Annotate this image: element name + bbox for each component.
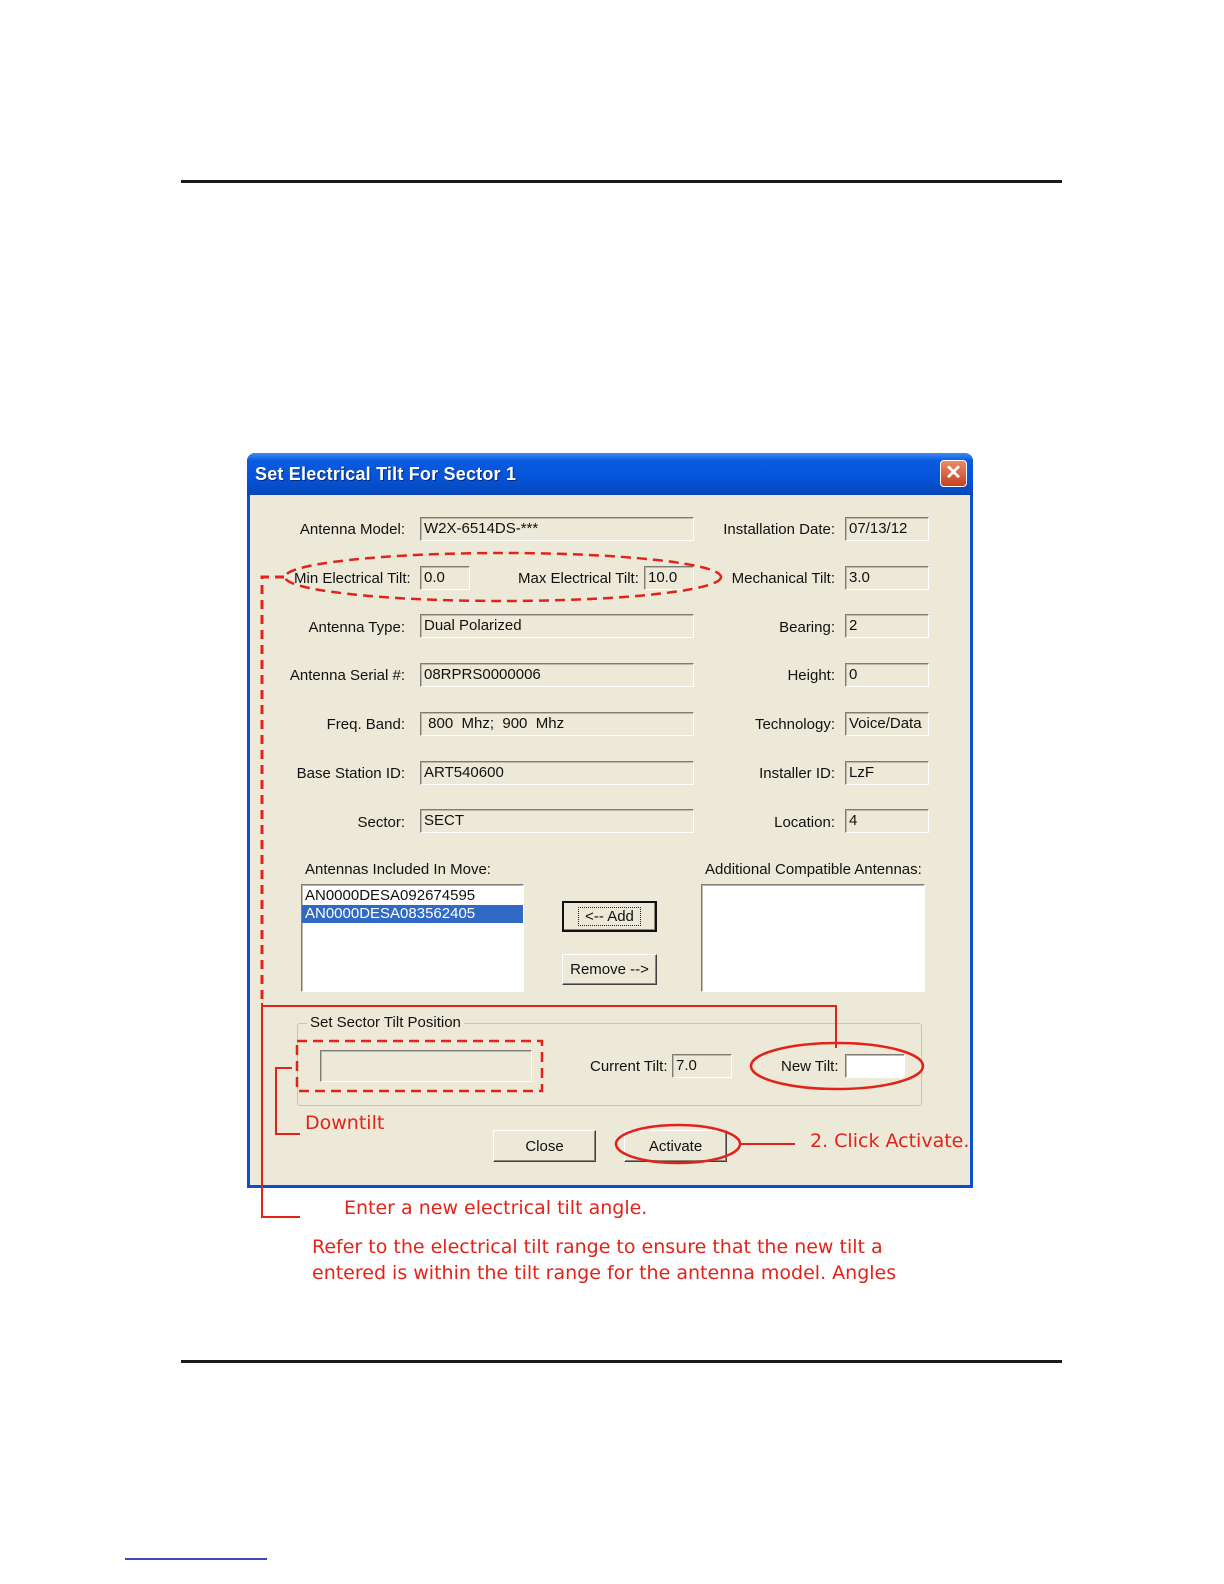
antenna-serial-field[interactable]: 08RPRS0000006 (420, 663, 694, 687)
height-label: Height: (787, 667, 835, 684)
bearing-label: Bearing: (779, 619, 835, 636)
antenna-type-field[interactable]: Dual Polarized (420, 614, 694, 638)
close-button[interactable]: Close (493, 1130, 596, 1162)
min-electrical-tilt-field[interactable]: 0.0 (420, 566, 470, 590)
current-tilt-label: Current Tilt: (590, 1058, 668, 1075)
footer-rule (181, 1360, 1062, 1363)
freq-band-label: Freq. Band: (326, 716, 405, 733)
tilt-range-ellipse (285, 553, 721, 601)
enter-angle-annotation: Enter a new electrical tilt angle. (344, 1197, 648, 1219)
installation-date-label: Installation Date: (723, 521, 835, 538)
technology-label: Technology: (754, 716, 835, 733)
refer-annotation-line2: entered is within the tilt range for the antenna model. Angles (312, 1262, 897, 1284)
new-tilt-label: New Tilt: (781, 1058, 839, 1075)
activate-button[interactable]: Activate (624, 1130, 727, 1162)
activate-ellipse (616, 1125, 740, 1163)
add-button-label: <-- Add (578, 907, 641, 926)
new-tilt-ellipse (751, 1043, 923, 1089)
min-electrical-tilt-label: Min Electrical Tilt: (294, 570, 411, 587)
antenna-model-field[interactable]: W2X-6514DS-*** (420, 517, 694, 541)
window-title: Set Electrical Tilt For Sector 1 (255, 464, 517, 484)
base-station-id-field[interactable]: ART540600 (420, 761, 694, 785)
installer-id-label: Installer ID: (759, 765, 835, 782)
sector-label: Sector: (357, 814, 405, 831)
refer-annotation-line1: Refer to the electrical tilt range to ensure that the new tilt a (312, 1236, 883, 1258)
downtilt-annotation: Downtilt (305, 1112, 385, 1134)
antennas-included-label: Antennas Included In Move: (305, 861, 491, 878)
leader-dashed-line (262, 577, 284, 1003)
mechanical-tilt-label: Mechanical Tilt: (731, 570, 835, 587)
remove-button[interactable]: Remove --> (562, 954, 657, 985)
bearing-field[interactable]: 2 (845, 614, 929, 638)
max-electrical-tilt-field[interactable]: 10.0 (644, 566, 694, 590)
list-item[interactable]: AN0000DESA092674595 (305, 887, 476, 904)
antenna-type-label: Antenna Type: (308, 619, 405, 636)
close-icon[interactable]: ✕ (940, 460, 967, 487)
location-field[interactable]: 4 (845, 809, 929, 833)
technology-field[interactable]: Voice/Data (845, 712, 929, 736)
leader-solid-line (262, 1003, 300, 1217)
location-label: Location: (774, 814, 835, 831)
group-title: Set Sector Tilt Position (307, 1014, 464, 1031)
click-activate-annotation: 2. Click Activate. (810, 1130, 970, 1152)
installer-id-field[interactable]: LzF (845, 761, 929, 785)
height-field[interactable]: 0 (845, 663, 929, 687)
mechanical-tilt-field[interactable]: 3.0 (845, 566, 929, 590)
base-station-id-label: Base Station ID: (296, 765, 405, 782)
antenna-model-label: Antenna Model: (299, 521, 405, 538)
freq-band-field[interactable]: 800 Mhz; 900 Mhz (420, 712, 694, 736)
list-item-selected[interactable]: AN0000DESA083562405 (302, 905, 523, 923)
installation-date-field[interactable]: 07/13/12 (845, 517, 929, 541)
max-electrical-tilt-label: Max Electrical Tilt: (518, 570, 639, 587)
antenna-serial-label: Antenna Serial #: (289, 667, 405, 684)
footer-link-underline (125, 1558, 267, 1560)
sector-field[interactable]: SECT (420, 809, 694, 833)
additional-compatible-label: Additional Compatible Antennas: (705, 861, 922, 878)
current-tilt-field: 7.0 (672, 1054, 732, 1078)
downtilt-dashed-box (297, 1041, 542, 1091)
